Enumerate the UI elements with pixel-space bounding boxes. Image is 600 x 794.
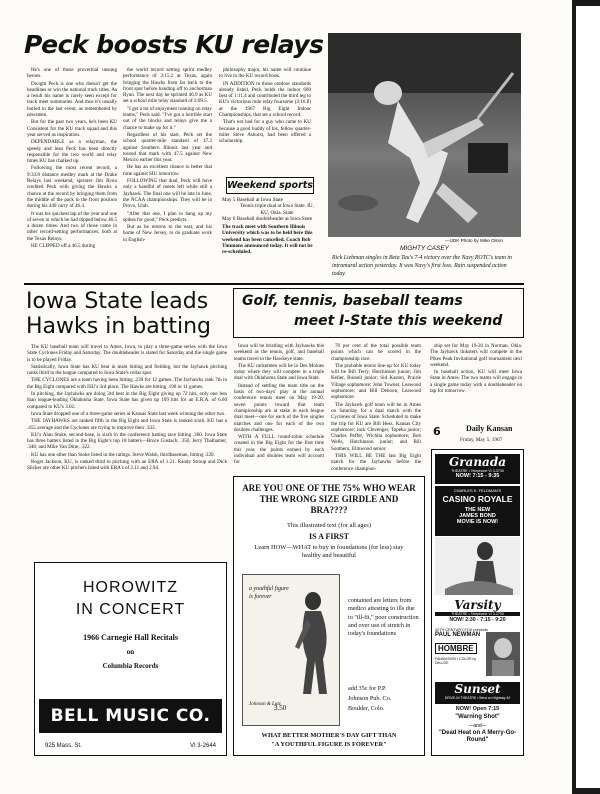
weekend-sports-item: Tennis triple dual at Iowa State. IU, KU, Okla. State xyxy=(240,203,314,216)
paragraph: Statistically, Iowa State has KU beat in team hitting and fielding, but the Jayhawk pitching ranks third in the league compared to Iowa State's cellar spot. xyxy=(27,363,227,377)
iowa-headline xyxy=(26,289,211,339)
paragraph: He's one of those proverbial unsung heroes. xyxy=(27,67,117,80)
girdle-footer1: WHAT BETTER MOTHER'S DAY GIFT THAN xyxy=(261,732,397,739)
top-story-col3 xyxy=(219,67,311,172)
paragraph: The Jayhawk golf team will be in Ames on Saturday for a dual match with the Cyclones of Iowa State. Scheduled to make the trip for KU are Bill Hess, Kansas City sophomore; Jack Clevenger, Topeka junior; Charles Peffer, Wichita sophomore; Bob Wells, Hutchinson junior; and Bill Southern, Elmwood senior. xyxy=(331,401,421,452)
paragraph: FOLLOWING that dual, Peck will have only a handful of meets left while still a Jayhawk. The final one will be late in June, the NCAA championships. They will be in Provo, Utah. xyxy=(123,178,212,210)
book-author: Johnson & Lutz xyxy=(249,702,281,707)
paragraph: DEPENDABLE as a relayman, the speedy and lean Peck has been directly responsible for the two world and relay times KU has chalked up. xyxy=(27,139,117,165)
figure-illustration xyxy=(285,589,335,699)
bell-music-phone: VI 3-2644 xyxy=(189,743,216,749)
casino-title: CASINO ROYALE xyxy=(442,494,513,504)
paragraph: Dwight Peck is one who doesn't get the headlines or win the national track titles. As a result his name is rarely seen except for track meet summaries. And thus it's usually buried in the last event, as remembered by newsmen. xyxy=(27,80,117,119)
book-title: a youthful figure is forever xyxy=(249,586,289,600)
paper-name: Daily Kansan xyxy=(466,424,513,433)
paragraph: THE JAYHAWKS are ranked fifth in the Big Eight and Iowa State is ranked sixth. KU has a .455 average and the Cyclones are trying to improve their .333. xyxy=(27,418,227,431)
varsity-times: NOW! 2:30 - 7:15 - 9:20 xyxy=(449,617,506,623)
girdle-right-text: contained are letters from medico attesting to ills due to "ill-fit," poor construction and over use of stretch in today's foundations xyxy=(348,597,419,638)
paragraph: WITH A FULL round-robin schedule created in the Big Eight for the first time this year, the points earned by each individual and doubles team will account for xyxy=(234,434,324,466)
girdle-sub1: This illustrated text (for all ages) xyxy=(287,522,371,529)
paragraph: The KU racketmen will be in Des Moines today where they will compete in a triple dual with Oklahoma State and Iowa State. xyxy=(234,362,324,382)
weekend-sports-note: The track meet with Southern Illinois University which was to be held here this weekend has been cancelled. Coach Bob Timmons announced today. It will not be re-scheduled. xyxy=(222,224,313,256)
paragraph: 70 per cent of the total possible team points which can be scored in the championship race. xyxy=(331,343,421,362)
paragraph: That's not bad for a guy who came to KU because a good buddy of his, fellow quarter-miler Steve Ashurst, had been offered a scholarship. xyxy=(219,119,311,145)
girdle-ad xyxy=(233,476,425,756)
paragraph: "After that one, I plan to hang up my spikes for good," Peck predicts. xyxy=(123,210,212,223)
paragraph: He has an excellent chance to better that time against SIU tomorrow. xyxy=(123,164,212,177)
page-number: 6 xyxy=(433,425,441,438)
movie-ad xyxy=(431,449,524,756)
sunset-and: —and— xyxy=(468,723,487,729)
sunset-block xyxy=(435,682,520,704)
paragraph: KU's Alan Stoke, second-base, is sixth in the conference batting race hitting .360. Iowa State has three batters listed in the Big Eight's top 18 batters—Bruce Gustach, .350, Jerry Thalhamer, .348, and Mike Van Dine, .322. xyxy=(27,431,227,451)
paragraph: IN ADDITION to those outdoor standards already listed, Peck holds the indoor 600 best of 1:11.4 and contributed the third leg to KU's victorious mile relay foursome (3:16.8) at the 1967 Big Eight Indoor Championships, that set a school record. xyxy=(219,80,311,119)
girdle-footer2: "A YOUTHFUL FIGURE IS FOREVER" xyxy=(271,741,387,748)
paragraph: The KU baseball team will travel to Ames, Iowa, to play a three-game series with the Iowa State Cyclones Friday and Saturday. The doubleheader is slated for Saturday and the single game is to be played Friday. xyxy=(27,344,227,363)
adjacent-page-edge xyxy=(572,0,600,794)
paragraph: ship set for May 19-20 in Norman, Okla. The Jayhawk linksters will compete in the Pikes Peak Invitational golf tournament next weekend. xyxy=(430,343,522,368)
hombre-block xyxy=(435,628,520,678)
varsity-name: Varsity xyxy=(454,598,501,612)
paragraph: KU has one other than Stoke listed in the ratings. Steve Walsh, thirdbaseman, hitting .320. xyxy=(31,451,215,458)
photo-illustration xyxy=(328,33,521,237)
iowa-story-body xyxy=(27,344,227,549)
horowitz-line4: on xyxy=(126,648,135,656)
iowa-headline-line2: Hawks in batting xyxy=(26,314,211,339)
paragraph: In baseball action, KU will meet Iowa State in Ames. The two teams will engage in a single game today with a doubleheader on tap for tomorrow. xyxy=(430,369,522,395)
casino-tag1: THE NEW xyxy=(464,507,491,513)
divider-rule xyxy=(24,283,524,285)
horowitz-line2: IN CONCERT xyxy=(75,601,186,618)
weekend-sports-box xyxy=(222,177,318,274)
paragraph: In pitching, the Jayhawks are doing 3rd best in the Big Eight giving up 72 hits, only one less than league-leading Oklahoma State. Iowa State has given up 109 hits for an E.R.A. of 6.60 compared to KU's 3.02. xyxy=(27,391,227,410)
sunset-film2: "Dead Heat on A Merry-Go-Round" xyxy=(438,730,517,743)
paragraph: Roger Jackson, KU, is ranked third in pitching with an ERA of 1.21. Randy Stroup and Dick Slicker are other KU pitchers listed with ERA's of 2.11 and 2.94. xyxy=(27,459,227,472)
varsity-block xyxy=(435,598,520,626)
weekend-sports-item: May 5 Baseball at Iowa State xyxy=(222,197,283,203)
girdle-sub2: IS A FIRST xyxy=(308,532,350,541)
photo-caption-title: MIGHTY CASEY xyxy=(400,245,450,252)
horowitz-ad xyxy=(34,562,227,756)
casino-block xyxy=(435,486,520,536)
sunset-shows: NOW! Open 7:15 xyxy=(455,706,500,712)
girdle-headline: ARE YOU ONE OF THE 75% WHO WEAR THE WRONG SIZE GIRDLE AND BRA???? xyxy=(242,483,416,515)
paragraph: THIS WILL BE THE last Big Eight match for the Jayhawks before the conference champion- xyxy=(331,453,421,472)
paragraph: HE CLIPPED off a 46.5 during xyxy=(31,243,96,250)
varsity-sub: THEATRE • Telephone VI 3-2700 xyxy=(435,612,520,616)
sunset-name: Sunset xyxy=(454,682,501,696)
paragraph: It was his quickest lap of the year and one of seven in which he had dipped below 46.5 a dozen times. And two of those came in other record-setting performances, both at the Texas Relays. xyxy=(27,210,117,242)
golf-headline-line2: meet I-State this weekend xyxy=(294,313,503,329)
top-story-col2 xyxy=(123,67,212,274)
paragraph: "I get a lot of enjoyment running on relay teams," Peck said. "I've got a horrible start out of the blocks and relays give me a chance to make up for it." xyxy=(123,105,212,131)
granada-times: NOW! 7:15 - 9:35 xyxy=(455,473,500,479)
weekend-sports-title: Weekend sports xyxy=(226,177,314,194)
paragraph: Iowa State dropped one of a three-game series at Kansas State last week winning the other two. xyxy=(31,410,226,417)
girdle-city: Boulder, Colo. xyxy=(348,705,385,712)
granada-name: Granada xyxy=(448,455,506,469)
golf-col1 xyxy=(234,343,324,475)
hombre-portrait xyxy=(486,632,520,676)
iowa-headline-line1: Iowa State leads xyxy=(26,289,209,314)
girdle-postage: add 35c for P.P. xyxy=(348,685,387,692)
paragraph: But as he returns to the east, and his home of New Jersey, to do graduate work in English- xyxy=(123,224,212,243)
golf-col3 xyxy=(430,343,522,413)
golf-headline-box xyxy=(233,288,524,338)
photo-caption: Rick Liebman singles in Beta Tau's 7-4 victory over the Navy ROTC's team in intramural action yesterday. It was Navy's first loss. Rain suspended action today. xyxy=(332,255,512,277)
varsity-studio: 20TH CENTURY-FOX presents xyxy=(435,628,488,632)
granada-block xyxy=(435,454,520,484)
paragraph: But for the past two years, he's been KU Consistent for the KU track squad and this year served as inspiration. xyxy=(27,119,117,138)
casino-illustration xyxy=(435,537,520,595)
paragraph: Iowa will be bristling with Jayhawks this weekend as the tennis, golf, and baseball teams travel to the Hawkeye state. xyxy=(234,343,324,362)
paragraph: THE CYCLONES are a team having been hitting .239 for 12 games. The Jayhawks rank 7th in the Big Eight compared with ISU's 3rd place. The Hawks are hitting .198 in 11 games. xyxy=(27,377,227,390)
bell-music-banner xyxy=(39,699,222,733)
paragraph: philosophy major, his name will continue to live in the KU record book. xyxy=(219,67,311,80)
paragraph: Instead of settling the team title on the basis of two-days' play at the annual conference tennis meet on May 19-20, seven points toward that team championship are at stake in each league dual meet—one for each of the five singles matches and one for each of the two doubles challenges. xyxy=(234,382,324,433)
paragraph: Following the most recent record, a 9:33.8 distance medley mark at the Drake Relays last weekend, sprinter Jim Ryun credited Peck with giving the Hawks a chance at the record by bringing them from the middle of the pack to the front position during his 440 carry of 46.4. xyxy=(27,165,117,210)
bell-music-address: 925 Mass. St. xyxy=(45,743,82,749)
horowitz-line3: 1966 Carnegie Hall Recitals xyxy=(83,633,178,642)
varsity-star: PAUL NEWMAN xyxy=(435,632,481,638)
varsity-credit: PANAVISION • COLOR by DeLUXE xyxy=(435,657,477,665)
varsity-title: HOMBRE xyxy=(435,643,477,654)
sunset-film1: "Warning Shot" xyxy=(455,714,500,720)
casino-tag2: JAMES BOND xyxy=(459,513,496,519)
sunset-sub: DRIVE-IN THEATRE • West on Highway 40 xyxy=(444,696,511,700)
paragraph: Regardless of his start, Peck set the school quarter-mile standard of 47.2 against Southern Illinois last year and toured that mark with 47.5 against New Mexico earlier this year. xyxy=(123,131,212,164)
casino-presenter: CHARLES K. FELDMAN'S xyxy=(453,488,502,493)
book-price: 3.50 xyxy=(274,704,287,712)
girdle-publisher: Johnson Pub. Co. xyxy=(348,695,392,702)
casino-tag3: MOVIE IS NOW! xyxy=(456,519,499,525)
paragraph: the world record setting sprint medley performance of 3:15.2 at Texas, again bringing the Hawks from far back to the front spot before handing off to anchorman Ryun. The next day he sprinted 46.9 as KU set a school mile relay standard of 3:09.5. xyxy=(123,67,212,105)
bell-music-name: BELL MUSIC CO. xyxy=(50,706,211,726)
casino-art xyxy=(435,537,520,595)
photo-credit: —UDK Photo by Mike Olson xyxy=(445,238,503,243)
book-cover xyxy=(242,574,340,726)
horowitz-line1: HOROWITZ xyxy=(82,579,179,596)
golf-col2 xyxy=(331,343,421,475)
baseball-photo xyxy=(328,33,521,237)
golf-headline-line1: Golf, tennis, baseball teams xyxy=(242,293,463,309)
weekend-sports-item: May 6 Baseball doubleheader at Iowa State xyxy=(222,215,313,222)
top-story-col1 xyxy=(27,67,117,274)
granada-sub: THEATRE • Telephone VI 3-3730 xyxy=(451,469,504,473)
top-headline: Peck boosts KU relays xyxy=(24,30,324,59)
horowitz-line5: Columbia Records xyxy=(102,662,159,670)
girdle-sub3: Learn HOW—WHAT to buy in foundations (for less) stay healthy and beautiful xyxy=(254,544,404,559)
paragraph: The probable tennis line-up for KU today will be Bill Terry, Hutchinson junior; Jim Keller, Russell junior; Sid Kaston, Prairie Village sophomore; John Towner, Leawood sophomore; and Bill Deboon, Leawood sophomore. xyxy=(331,362,421,401)
paper-date: Friday, May 5, 1967 xyxy=(460,437,503,443)
